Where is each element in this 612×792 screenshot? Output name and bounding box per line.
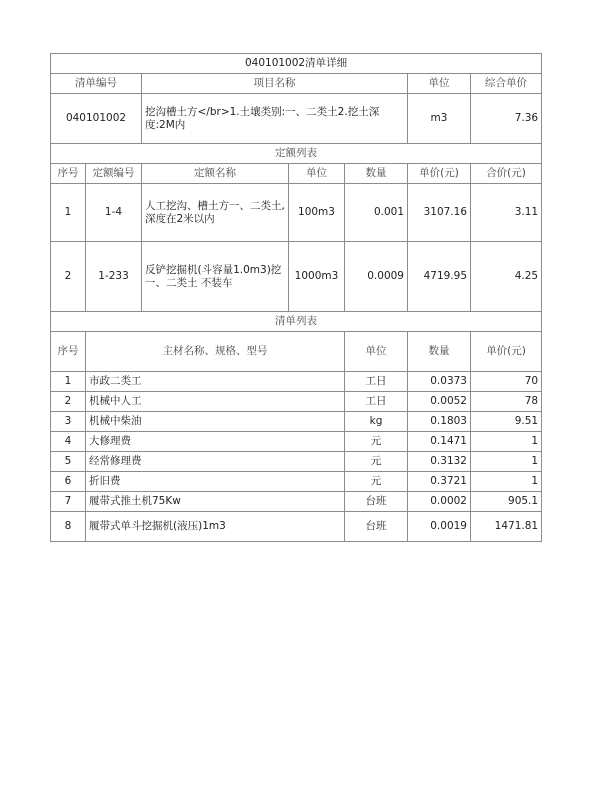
table-row bbox=[51, 242, 542, 312]
material-qty: 0.3132 bbox=[408, 452, 471, 472]
material-name: 履带式推土机75Kw bbox=[86, 492, 345, 512]
table-row bbox=[51, 472, 542, 492]
quota-unit: 1000m3 bbox=[289, 242, 345, 312]
materials-header-no: 序号 bbox=[51, 332, 86, 372]
materials-section-title: 清单列表 bbox=[51, 312, 542, 332]
quota-total: 4.25 bbox=[471, 242, 542, 312]
quota-unit-price: 3107.16 bbox=[408, 184, 471, 242]
material-unit-price: 1 bbox=[471, 432, 542, 452]
quota-section-title: 定额列表 bbox=[51, 144, 542, 164]
quota-header-code: 定额编号 bbox=[86, 164, 142, 184]
bill-header-row bbox=[51, 74, 542, 94]
materials-header-row bbox=[51, 332, 542, 372]
bill-unit: m3 bbox=[408, 94, 471, 144]
materials-header-qty: 数量 bbox=[408, 332, 471, 372]
quota-unit-price: 4719.95 bbox=[408, 242, 471, 312]
quota-section-row bbox=[51, 144, 542, 164]
quota-name: 反铲挖掘机(斗容量1.0m3)挖一、二类土 不装车 bbox=[142, 242, 289, 312]
material-unit: 台班 bbox=[345, 512, 408, 542]
quota-no: 2 bbox=[51, 242, 86, 312]
material-name: 机械中人工 bbox=[86, 392, 345, 412]
material-name: 经常修理费 bbox=[86, 452, 345, 472]
materials-list bbox=[51, 372, 542, 542]
materials-header-unit: 单位 bbox=[345, 332, 408, 372]
material-name: 机械中柴油 bbox=[86, 412, 345, 432]
material-unit-price: 905.1 bbox=[471, 492, 542, 512]
material-no: 3 bbox=[51, 412, 86, 432]
material-unit-price: 9.51 bbox=[471, 412, 542, 432]
quota-no: 1 bbox=[51, 184, 86, 242]
material-qty: 0.1803 bbox=[408, 412, 471, 432]
quota-qty: 0.001 bbox=[345, 184, 408, 242]
table-row bbox=[51, 512, 542, 542]
material-unit-price: 78 bbox=[471, 392, 542, 412]
material-no: 1 bbox=[51, 372, 86, 392]
table-row bbox=[51, 432, 542, 452]
table-row bbox=[51, 412, 542, 432]
bill-row bbox=[51, 94, 542, 144]
quota-header-row bbox=[51, 164, 542, 184]
material-qty: 0.0052 bbox=[408, 392, 471, 412]
header-bill-code: 清单编号 bbox=[51, 74, 142, 94]
quota-header-total: 合价(元) bbox=[471, 164, 542, 184]
quota-header-unit-price: 单价(元) bbox=[408, 164, 471, 184]
materials-header-name: 主材名称、规格、型号 bbox=[86, 332, 345, 372]
material-name: 履带式单斗挖掘机(液压)1m3 bbox=[86, 512, 345, 542]
title-row bbox=[51, 54, 542, 74]
header-composite-price: 综合单价 bbox=[471, 74, 542, 94]
material-no: 6 bbox=[51, 472, 86, 492]
material-unit-price: 1 bbox=[471, 472, 542, 492]
material-name: 市政二类工 bbox=[86, 372, 345, 392]
quota-header-qty: 数量 bbox=[345, 164, 408, 184]
header-unit: 单位 bbox=[408, 74, 471, 94]
bill-detail-table bbox=[50, 53, 542, 542]
page-title: 040101002清单详细 bbox=[51, 54, 542, 74]
material-name: 大修理费 bbox=[86, 432, 345, 452]
material-unit: kg bbox=[345, 412, 408, 432]
table-row bbox=[51, 452, 542, 472]
material-qty: 0.1471 bbox=[408, 432, 471, 452]
material-unit-price: 1471.81 bbox=[471, 512, 542, 542]
material-unit: 元 bbox=[345, 432, 408, 452]
materials-header-unit-price: 单价(元) bbox=[471, 332, 542, 372]
material-unit: 工日 bbox=[345, 392, 408, 412]
bill-composite-price: 7.36 bbox=[471, 94, 542, 144]
quota-header-name: 定额名称 bbox=[142, 164, 289, 184]
table-row bbox=[51, 184, 542, 242]
material-unit: 元 bbox=[345, 452, 408, 472]
header-project-name: 项目名称 bbox=[142, 74, 408, 94]
material-unit-price: 1 bbox=[471, 452, 542, 472]
quota-unit: 100m3 bbox=[289, 184, 345, 242]
material-qty: 0.0002 bbox=[408, 492, 471, 512]
quota-qty: 0.0009 bbox=[345, 242, 408, 312]
table-row bbox=[51, 392, 542, 412]
quota-total: 3.11 bbox=[471, 184, 542, 242]
material-unit: 元 bbox=[345, 472, 408, 492]
quota-header-unit: 单位 bbox=[289, 164, 345, 184]
quota-code: 1-233 bbox=[86, 242, 142, 312]
material-qty: 0.3721 bbox=[408, 472, 471, 492]
quota-code: 1-4 bbox=[86, 184, 142, 242]
table-row bbox=[51, 492, 542, 512]
material-no: 2 bbox=[51, 392, 86, 412]
material-qty: 0.0373 bbox=[408, 372, 471, 392]
material-unit: 台班 bbox=[345, 492, 408, 512]
quota-header-no: 序号 bbox=[51, 164, 86, 184]
material-unit: 工日 bbox=[345, 372, 408, 392]
material-no: 5 bbox=[51, 452, 86, 472]
material-no: 4 bbox=[51, 432, 86, 452]
bill-code: 040101002 bbox=[51, 94, 142, 144]
bill-project-name: 挖沟槽土方</br>1.土壤类别:一、二类土2.挖土深度:2M内 bbox=[142, 94, 408, 144]
quota-name: 人工挖沟、槽土方一、二类土,深度在2米以内 bbox=[142, 184, 289, 242]
material-unit-price: 70 bbox=[471, 372, 542, 392]
materials-section-row bbox=[51, 312, 542, 332]
material-name: 折旧费 bbox=[86, 472, 345, 492]
material-no: 7 bbox=[51, 492, 86, 512]
material-no: 8 bbox=[51, 512, 86, 542]
material-qty: 0.0019 bbox=[408, 512, 471, 542]
table-row bbox=[51, 372, 542, 392]
